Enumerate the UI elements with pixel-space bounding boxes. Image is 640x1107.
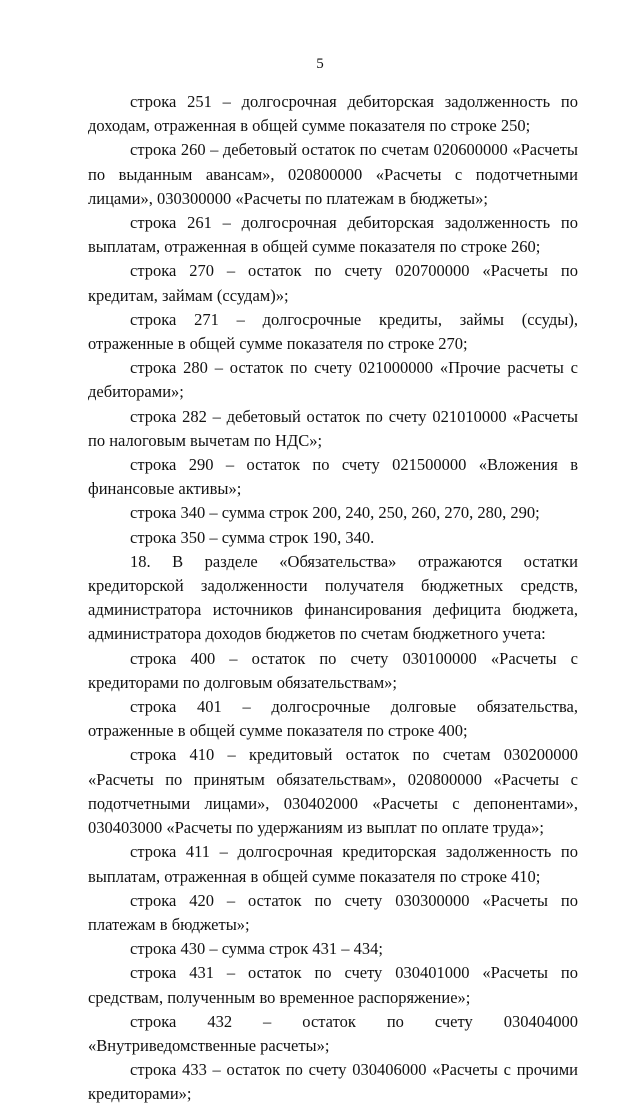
paragraph-line-431: строка 431 – остаток по счету 030401000 «Расчеты по средствам, полученным во временное распоряжение»; — [88, 963, 578, 1007]
paragraph-line-430: строка 430 – сумма строк 431 – 434; — [130, 939, 384, 959]
paragraph-line-260: строка 260 – дебетовый остаток по счетам 020600000 «Расчеты по выданным авансам», 020800000 «Расчеты с подотчетными лицами», 030300000 «Расчеты по платежам в бюджеты»; — [88, 140, 578, 208]
document-body — [88, 90, 578, 1107]
section-18-intro: 18. В разделе «Обязательства» отражаются остатки кредиторской задолженности получателя бюджетных средств, администратора источников финансирования дефицита бюджета, администратора доходов бюджетов по счетам бюджетного учета: — [88, 551, 578, 644]
paragraph-line-433: строка 433 – остаток по счету 030406000 «Расчеты с прочими кредиторами»; — [88, 1060, 578, 1104]
paragraph-line-261: строка 261 – долгосрочная дебиторская задолженность по выплатам, отраженная в общей сумме показателя по строке 260; — [88, 213, 578, 257]
paragraph-line-401: строка 401 – долгосрочные долговые обязательства, отраженные в общей сумме показателя по строке 400; — [88, 697, 578, 741]
paragraph-line-290: строка 290 – остаток по счету 021500000 «Вложения в финансовые активы»; — [88, 455, 578, 499]
paragraph-line-410: строка 410 – кредитовый остаток по счетам 030200000 «Расчеты по принятым обязательствам», 020800000 «Расчеты с подотчетными лицами», 030402000 «Расчеты с депонентами», 030403000 «Расчеты по удержаниям из выплат по оплате труда»; — [88, 745, 578, 838]
paragraph-line-350: строка 350 – сумма строк 190, 340. — [130, 527, 375, 547]
paragraph-line-271: строка 271 – долгосрочные кредиты, займы (ссуды), отраженные в общей сумме показателя по строке 270; — [88, 309, 578, 354]
paragraph-line-270: строка 270 – остаток по счету 020700000 «Расчеты по кредитам, займам (ссудам)»; — [88, 261, 578, 305]
paragraph-line-282: строка 282 – дебетовый остаток по счету 021010000 «Расчеты по налоговым вычетам по НДС»; — [88, 406, 578, 450]
paragraph-line-340: строка 340 – сумма строк 200, 240, 250, 260, 270, 280, 290; — [130, 503, 540, 523]
paragraph-line-280: строка 280 – остаток по счету 021000000 «Прочие расчеты с дебиторами»; — [88, 358, 578, 402]
page-number: 5 — [316, 56, 324, 72]
paragraph-line-432: строка 432 – остаток по счету 030404000 «Внутриведомственные расчеты»; — [88, 1011, 578, 1055]
paragraph-line-400: строка 400 – остаток по счету 030100000 «Расчеты с кредиторами по долговым обязательствам»; — [88, 648, 578, 692]
paragraph-line-251: строка 251 – долгосрочная дебиторская задолженность по доходам, отраженная в общей сумме показателя по строке 250; — [88, 92, 578, 136]
paragraph-line-420: строка 420 – остаток по счету 030300000 «Расчеты по платежам в бюджеты»; — [88, 890, 578, 934]
paragraph-line-411: строка 411 – долгосрочная кредиторская задолженность по выплатам, отраженная в общей сумме показателя по строке 410; — [88, 842, 578, 886]
